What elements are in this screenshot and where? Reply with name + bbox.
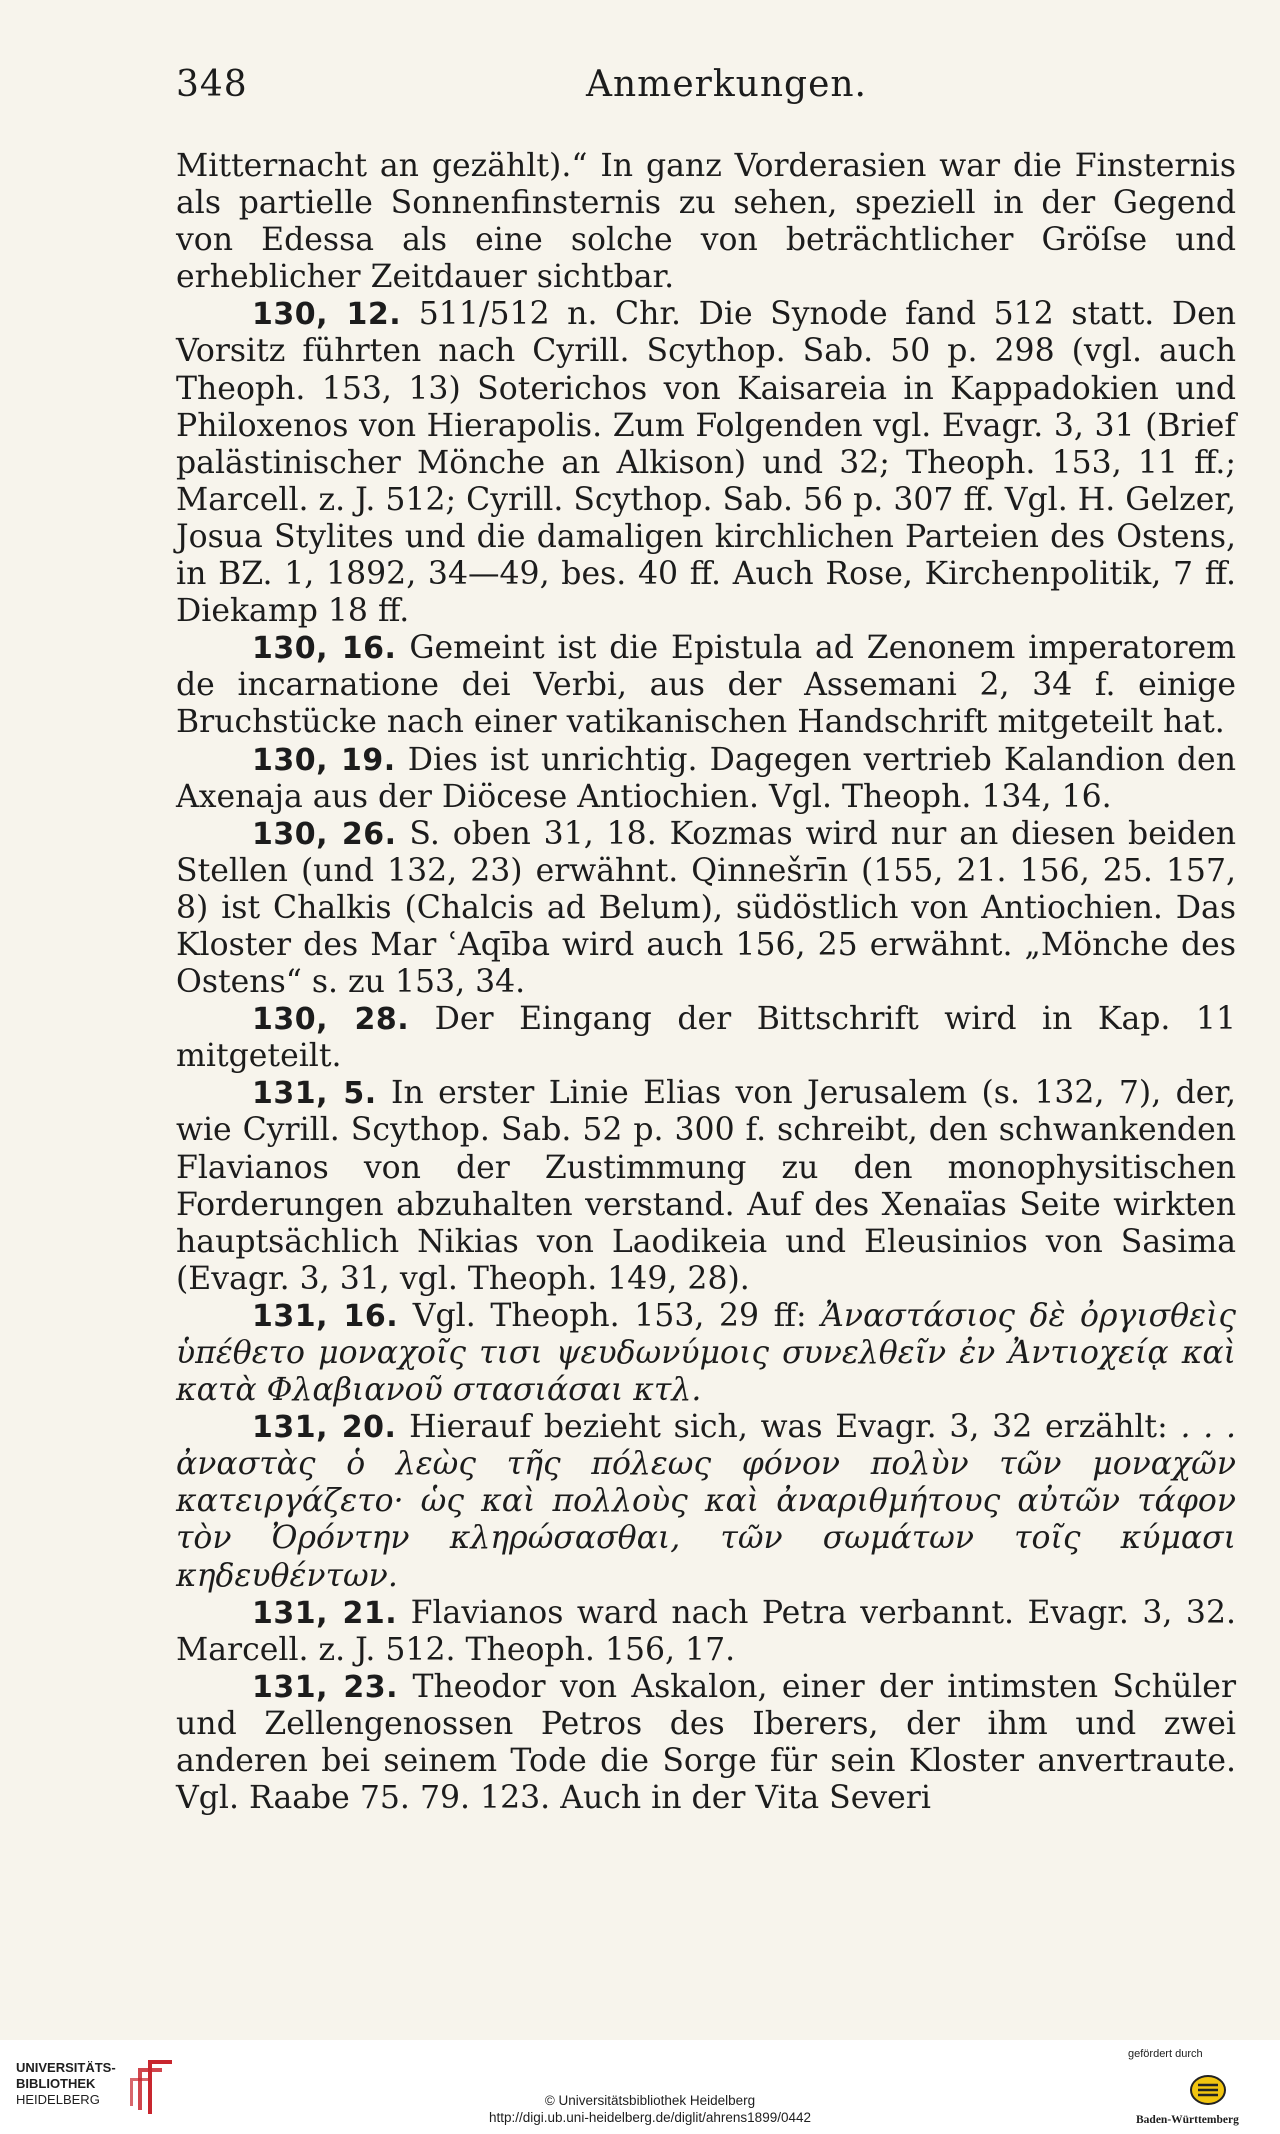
- note-reference: 130, 12.: [252, 297, 402, 333]
- note-text: 511/512 n. Chr. Die Synode fand 512 statt. Den Vorsitz führten nach Cyrill. Scythop. Sab. 50 p. 298 (vgl. auch Theoph. 153, 13) Soterichos von Kaisareia in Kappadokien und Philoxenos von Hierapolis. Zum Folgenden vgl. Evagr. 3, 31 (Brief palästinischer Mönche an Alkison) und 32; Theoph. 153, 11 ff.; Marcell. z. J. 512; Cyrill. Scythop. Sab. 56 p. 307 ff. Vgl. H. Gelzer, Josua Stylites und die damaligen kirchlichen Parteien des Ostens, in BZ. 1, 1892, 34—49, bes. 40 ff. Auch Rose, Kirchenpolitik, 7 ff. Diekamp 18 ff.: [176, 296, 1236, 630]
- note-reference: 131, 21.: [252, 1595, 398, 1631]
- note-131-5: [176, 1075, 1236, 1298]
- copyright-block: [400, 2092, 900, 2126]
- sponsor-label: gefördert durch: [1128, 2048, 1203, 2060]
- paragraph-text: Mitternacht an gezählt).“ In ganz Vorderasien war die Finsternis als partielle Sonnenfinsternis zu sehen, speziell in der Gegend von Edessa als eine solche von beträchtlicher Gröſse und erheblicher Zeitdauer sichtbar.: [176, 148, 1236, 296]
- library-name-line2: BIBLIOTHEK: [16, 2076, 96, 2091]
- note-reference: 130, 26.: [252, 816, 397, 852]
- library-name-line3: HEIDELBERG: [16, 2092, 100, 2107]
- note-text: S. oben 31, 18. Kozmas wird nur an diesen beiden Stellen (und 132, 23) erwähnt. Qinnešrīn (155, 21. 156, 25. 157, 8) ist Chalkis (Chalcis ad Belum), südöstlich von Antiochien. Das Kloster des Mar ʿAqība wird auch 156, 25 erwähnt. „Mönche des Ostens“ s. zu 153, 34.: [176, 815, 1237, 1001]
- note-131-23: [176, 1669, 1236, 1817]
- note-130-28: [176, 1001, 1236, 1075]
- note-130-26: [176, 816, 1236, 1001]
- note-text: Vgl. Theoph. 153, 29 ff:: [412, 1297, 807, 1334]
- note-text: Dies ist unrichtig. Dagegen vertrieb Kalandion den Axenaja aus der Diöcese Antiochien. Vgl. Theoph. 134, 16.: [176, 741, 1236, 815]
- note-text: Gemeint ist die Epistula ad Zenonem imperatorem de incarnatione dei Verbi, aus der Assemani 2, 34 f. einige Bruchstücke nach einer vatikanischen Handschrift mitgeteilt hat.: [176, 630, 1237, 741]
- note-text: Theodor von Askalon, einer der intimsten Schüler und Zellengenossen Petros des Iberers, der ihm und zwei anderen bei seinem Tode die Sorge für sein Kloster anvertraute. Vgl. Raabe 75. 79. 123. Auch in der Vita Severi: [176, 1668, 1237, 1817]
- note-reference: 130, 19.: [252, 742, 396, 778]
- paragraph-0: [176, 148, 1236, 296]
- note-reference: 131, 16.: [252, 1298, 399, 1334]
- note-131-16: [176, 1298, 1236, 1409]
- note-reference: 131, 23.: [252, 1669, 399, 1705]
- note-131-21: [176, 1595, 1236, 1669]
- footer: [0, 2040, 1280, 2134]
- permalink[interactable]: http://digi.ub.uni-heidelberg.de/diglit/ahrens1899/0442: [489, 2110, 811, 2125]
- note-text: Hierauf bezieht sich, was Evagr. 3, 32 erzählt:: [409, 1409, 1168, 1446]
- note-text: Flavianos ward nach Petra verbannt. Evagr. 3, 32. Marcell. z. J. 512. Theoph. 156, 17.: [176, 1594, 1237, 1668]
- note-131-20: [176, 1409, 1236, 1594]
- note-reference: 131, 5.: [252, 1076, 377, 1112]
- note-reference: 131, 20.: [252, 1410, 397, 1446]
- note-text: Der Eingang der Bittschrift wird in Kap. 11 mitgeteilt.: [176, 1001, 1237, 1075]
- library-logo-text: [16, 2060, 116, 2108]
- note-130-12: [176, 296, 1236, 630]
- sponsor-name: Baden-Württemberg: [1136, 2114, 1239, 2126]
- library-name-line1: UNIVERSITÄTS-: [16, 2060, 116, 2075]
- coat-of-arms-icon: [1188, 2070, 1228, 2110]
- note-reference: 130, 28.: [252, 1002, 410, 1038]
- note-reference: 130, 16.: [252, 631, 397, 667]
- note-text: In erster Linie Elias von Jerusalem (s. 132, 7), der, wie Cyrill. Scythop. Sab. 52 p. 300 f. schreibt, den schwankenden Flavianos von der Zustimmung zu den monophysitischen Forderungen abzuhalten verstand. Auf des Xenaïas Seite wirkten hauptsächlich Nikias von Laodikeia und Eleusinios von Sasima (Evagr. 3, 31, vgl. Theoph. 149, 28).: [176, 1075, 1237, 1297]
- note-130-19: [176, 742, 1236, 816]
- greek-quotation: . . . ἀναστὰς ὁ λεὼς τῆς πόλεως φόνον πολὺν τῶν μοναχῶν κατειργάζετο· ὡς καὶ πολλοὺς καὶ ἀναριθμήτους αὐτῶν τάφον τὸν Ὀρόντην κληρώσασθαι, τῶν σωμάτων τοῖς κύμασι κηδευθέντων.: [176, 1409, 1237, 1594]
- note-130-16: [176, 630, 1236, 741]
- copyright-text: © Universitätsbibliothek Heidelberg: [544, 2093, 756, 2108]
- page-number: 348: [176, 64, 248, 105]
- library-logo-icon: [128, 2056, 176, 2118]
- page-body: [176, 148, 1236, 1817]
- page-header: [176, 64, 1236, 114]
- running-title: Anmerkungen.: [586, 64, 867, 105]
- greek-quotation: Ἀναστάσιος δὲ ὀργισθεὶς ὑπέθετο μοναχοῖς τισι ψευδωνύμοις συνελθεῖν ἐν Ἀντιοχείᾳ καὶ κατὰ Φλαβιανοῦ στασιάσαι κτλ.: [176, 1297, 1237, 1409]
